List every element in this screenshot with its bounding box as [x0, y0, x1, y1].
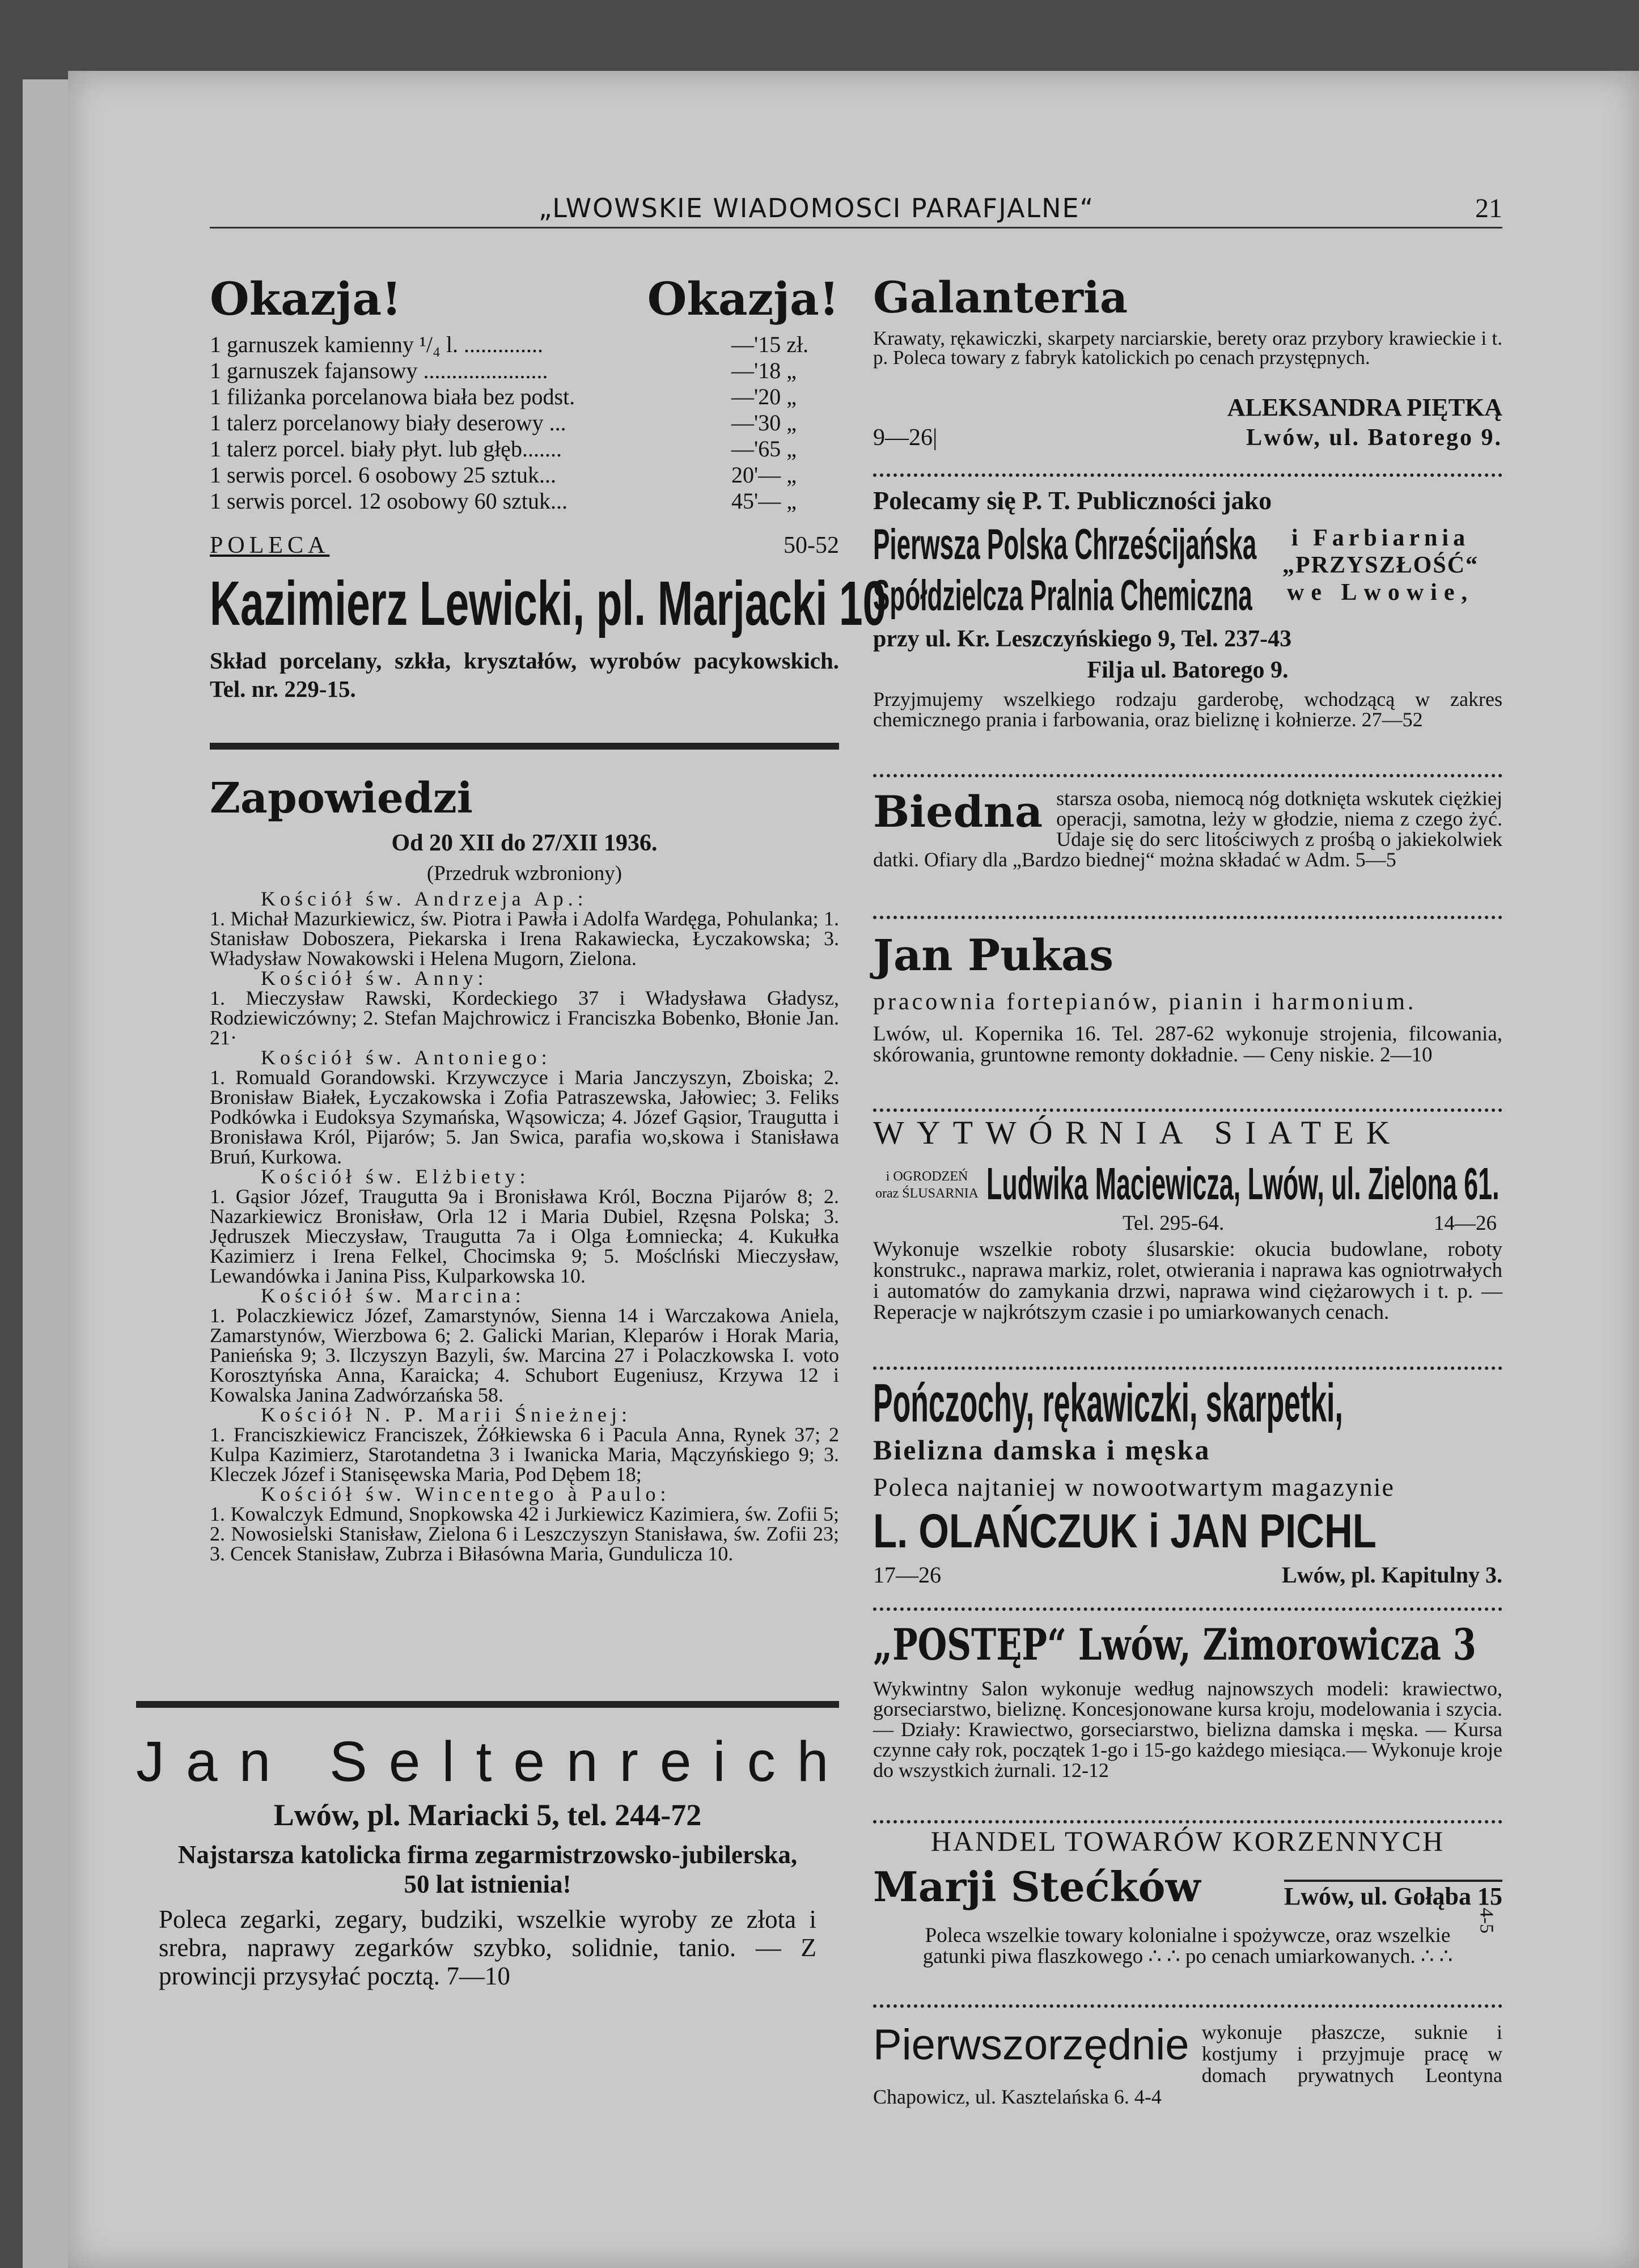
- okazja-poleca-row: [210, 533, 839, 558]
- steckow-name-row: [873, 1863, 1502, 1911]
- przyszlosc-name-2: Spółdzielcza Pralnia Chemiczna: [873, 572, 1252, 620]
- pukas-sub: pracownia fortepianów, pianin i harmonium.: [873, 989, 1417, 1015]
- siatek-text: Wykonuje wszelkie roboty ślusarskie: okucia budowlane, roboty konstrukc., naprawa markiz, rolet, otwierania i naprawa kas ogniotrwałych i automatów do zamykania drzwi, naprawa wind ciężarowych i t. p. — Reperacje w najkrótszym czasie i po umiarkowanych cenach.: [873, 1238, 1502, 1324]
- section-rule: [136, 1701, 839, 1708]
- price-row: 1 serwis porcel. 12 osobowy 60 sztuk... 45'— „: [210, 488, 797, 514]
- galanteria-title: Galanteria: [873, 272, 1128, 323]
- banns-text: 1. Michał Mazurkiewicz, św. Piotra i Pawła i Adolfa Wardęga, Pohulanka; 1. Stanisław Doboszera, Piekarska i Irena Rakawiecka, Łyczakowska; 3. Władysław Nowakowski i Helena Mugorn, Zielona.: [210, 907, 839, 970]
- siatek-name: Ludwika Maciewicza, Lwów, ul. Zielona 61.: [986, 1158, 1500, 1209]
- okazja-title-right: Okazja!: [647, 272, 839, 325]
- dotted-rule: [873, 2004, 1502, 2011]
- ad-code: 5—5: [1355, 848, 1396, 871]
- banns-text: 1. Romuald Gorandowski. Krzywczyce i Maria Janczyszyn, Zboiska; 2. Bronisław Białek, Łyczakowska i Zofia Patraszewska, Jałowiec; 3. Feliks Podkówka i Eudoksya Szymańska, Wąsowicza; 4. Józef Gąsior, Traugutta i Bronisława Król, Pijarów; 5. Jan Swica, parafia wo,skowa i Stanisława Bruń, Kurkowa.: [210, 1066, 839, 1168]
- seltenreich-slogan: Najstarsza katolicka firma zegarmistrzowsko-jubilerska, 50 lat istnienia!: [177, 1840, 798, 1898]
- parish-name: Kościół św. Wincentego à Paulo:: [261, 1483, 671, 1505]
- dotted-rule: [873, 473, 1502, 480]
- ponczochy-title: Pończochy, rękawiczki, skarpetki,: [873, 1373, 1343, 1433]
- ad-code: 2—10: [1380, 1043, 1433, 1067]
- section-rule: [210, 743, 839, 750]
- ad-code: 17—26: [873, 1562, 941, 1588]
- galanteria-address-row: [873, 425, 1502, 451]
- seltenreich-address: Lwów, pl. Mariacki 5, tel. 244-72: [273, 1798, 702, 1832]
- ad-code: 9—26|: [873, 425, 938, 451]
- siatek-tel: Tel. 295-64.: [1123, 1212, 1225, 1235]
- price-row: 1 filiżanka porcelanowa biała bez podst. —'20 „: [210, 384, 797, 409]
- parish-name: Kościół św. Anny:: [261, 967, 488, 989]
- merchant-desc: Skład porcelany, szkła, kryształów, wyrobów pacykowskich. Tel. nr. 229-15.: [210, 648, 839, 702]
- pukas-title: Jan Pukas: [873, 930, 1114, 980]
- price-row: 1 serwis porcel. 6 osobowy 25 sztuk... 20'— „: [210, 462, 797, 488]
- page-number: 21: [1475, 193, 1502, 223]
- banns-text: 1. Kowalczyk Edmund, Snopkowska 42 i Jurkiewicz Kazimiera, św. Zofii 5; 2. Nowosielski Stanisław, Zielona 6 i Leszczyszyn Stanisława, św. Zofii 23; 3. Cencek Stanisław, Zubrza i Biłasówna Maria, Gundulicza 10.: [210, 1503, 839, 1565]
- previous-page-edge: [23, 79, 68, 2268]
- price-row: 1 talerz porcelanowy biały deserowy ... —'30 „: [210, 410, 797, 435]
- price-row: 1 garnuszek fajansowy ...................... —'18 „: [210, 358, 797, 383]
- pukas-text: Lwów, ul. Kopernika 16. Tel. 287-62 wykonuje strojenia, filcowania, skórowania, gruntowne remonty dokładnie. — Ceny niskie. 2—10: [873, 1022, 1502, 1067]
- header-title: „LWOWSKIE WIADOMOSCI PARAFJALNE“: [539, 193, 1095, 223]
- steckow-name: Marji Stećków: [873, 1863, 1201, 1911]
- steckow-address: Lwów, ul. Gołąba 15: [1284, 1880, 1502, 1911]
- parish-name: Kościół św. Elżbiety:: [261, 1165, 530, 1188]
- price-row: 1 talerz porcel. biały płyt. lub głęb....... —'65 „: [210, 436, 797, 462]
- zapowiedzi-title: Zapowiedzi: [210, 774, 473, 823]
- parish-name: Kościół św. Antoniego:: [261, 1046, 552, 1069]
- ponczochy-address: Lwów, pl. Kapitulny 3.: [1281, 1562, 1502, 1588]
- ad-code: 14—26: [1434, 1212, 1497, 1235]
- dotted-rule: [873, 916, 1502, 923]
- biedna-title: Biedna: [873, 786, 1043, 837]
- przyszlosc-side-1: i Farbiarnia: [1291, 525, 1470, 551]
- ad-code: 4-4: [1134, 2085, 1162, 2108]
- przyszlosc-side-3: we Lwowie,: [1287, 579, 1474, 606]
- ponczochy-address-row: [873, 1562, 1502, 1588]
- merchant-name: Kazimierz Lewicki, pl. Marjacki 10: [210, 569, 887, 638]
- pierwszorzedne-ad: [873, 2021, 1502, 2108]
- banns-text: 1. Polaczkiewicz Józef, Zamarstynów, Sienna 14 i Warczakowa Aniela, Zamarstynów, Wierzbowa 6; 2. Galicki Marian, Kleparów i Horak Maria, Panieńska 9; 3. Ilczyszyn Bazyli, św. Marcina 27 i Polaczkowska I. voto Korosztyńska Anna, Karaicka; 4. Schubort Eugeniusz, Krzywa 12 i Kowalska Janina Zadwórzańska 58.: [210, 1304, 839, 1406]
- siatek-title: WYTWÓRNIA SIATEK: [873, 1114, 1403, 1151]
- postep-title: „POSTĘP“ Lwów, Zimorowicza 3: [873, 1619, 1476, 1670]
- ponczochy-sub: Bielizna damska i męska: [873, 1434, 1211, 1466]
- price-row: 1 garnuszek kamienny ¹/₄ l. .............. —'15 zł.: [210, 332, 809, 357]
- przyszlosc-address: przy ul. Kr. Leszczyńskiego 9, Tel. 237-43: [873, 626, 1292, 652]
- przyszlosc-side: [1259, 524, 1502, 606]
- siatek-side-2: oraz ŚLUSARNIA: [875, 1186, 979, 1201]
- zapowiedzi-dates: Od 20 XII do 27/XII 1936.: [391, 830, 658, 856]
- siatek-side-1: i OGRODZEŃ: [886, 1169, 968, 1184]
- siatek-tel-row: [873, 1211, 1502, 1236]
- biedna-text: starsza osoba, niemocą nóg dotknięta wskutek ciężkiej operacji, samotna, leży w głodzie, niema z czego żyć. Udaje się do serc litościwych z prośbą o jakiekolwiek datki. Ofiary dla „Bardzo biednej“ można składać w Adm. 5—5: [873, 787, 1502, 871]
- galanteria-address: Lwów, ul. Batorego 9.: [1246, 425, 1502, 451]
- seltenreich-text: Poleca zegarki, zegary, budziki, wszelkie wyroby ze złota i srebra, naprawy zegarków szybko, solidnie, tanio. — Z prowincji przysyłać pocztą. 7—10: [159, 1905, 816, 1990]
- biedna-ad: [873, 788, 1502, 870]
- ponczochy-firm: L. OLAŃCZUK i JAN PICHL: [873, 1504, 1377, 1558]
- banns-text: 1. Gąsior Józef, Traugutta 9a i Bronisława Król, Boczna Pijarów 8; 2. Nazarkiewicz Bronisław, Orla 12 i Maria Dubiel, Rzęsna Polska; 3. Jędruszek Mieczysław, Traugutta 7a i Olga Łomniecka; 4. Kukułka Kazimierz i Irena Felkel, Chocimska 9; 5. Mośclński Mieczysław, Lewandówka i Janina Piss, Kulparkowska 10.: [210, 1185, 839, 1287]
- pierwszorzedne-text: wykonuje płaszcze, suknie i kostjumy i przyjmuje pracę w domach prywatnych Leontyna Chapowicz, ul. Kasztelańska 6. 4-4: [873, 2021, 1502, 2108]
- banns-text: 1. Mieczysław Rawski, Kordeckiego 37 i Władysława Gładysz, Rodziewiczówny; 2. Stefan Majchrowicz i Franciszka Bobenko, Błonie Jan. 21·: [210, 987, 839, 1049]
- parish-name: Kościół św. Marcina:: [261, 1284, 526, 1307]
- siatek-side: [873, 1168, 981, 1202]
- okazja-price-list: [210, 332, 839, 514]
- parish-name: Kościół N. P. Marii Śnieżnej:: [261, 1403, 632, 1426]
- przyszlosc-filia: Filja ul. Batorego 9.: [1087, 657, 1289, 683]
- ad-code: 50-52: [783, 532, 839, 558]
- postep-text: Wykwintny Salon wykonuje według najnowszych modeli: krawiectwo, gorseciarstwo, bieliznę. Koncesjonowane kursa kroju, modelowania i szycia. — Działy: Krawiectwo, gorseciarstwo, bielizna damska i męska. — Kursa czynne cały rok, początek 1-go i 15-go każdego miesiąca.— Wykonuje kroje do wszystkich żurnali. 12-12: [873, 1677, 1502, 1782]
- ponczochy-text: Poleca najtaniej w nowootwartym magazynie: [873, 1472, 1395, 1501]
- parish-name: Kościół św. Andrzeja Ap.:: [261, 887, 588, 910]
- banns-text: 1. Franciszkiewicz Franciszek, Żółkiewska 6 i Paculа Anna, Rynek 37; 2 Kulpa Kazimierz, Starotandetna 3 i Iwanicka Maria, Mączyńskiego 9; 3. Kleczek Józef i Stanisęewska Maria, Pod Dębem 18;: [210, 1423, 839, 1486]
- seltenreich-name: Jan Seltenreich: [136, 1730, 850, 1793]
- przyszlosc-text: Przyjmujemy wszelkiego rodzaju garderobę, wchodzącą w zakres chemicznego prania i farbowania, oraz bieliznę i kołnierze. 27—52: [873, 688, 1502, 731]
- ad-code: 4-5: [1476, 1907, 1497, 1933]
- galanteria-text: Krawaty, rękawiczki, skarpety narciarskie, berety oraz przybory krawieckie i t. p. Poleca towary z fabryk katolickich po cenach przystępnych.: [873, 327, 1502, 369]
- przyszlosc-name-1: Pierwsza Polska Chrześcijańska: [873, 521, 1257, 569]
- ad-code: 27—52: [1361, 708, 1423, 731]
- steckow-text: Poleca wszelkie towary kolonialne i spożywcze, oraz wszelkie gatunki piwa flaszkowego ∴ ∴ po cenach umiarkowanych. ∴ ∴: [922, 1924, 1453, 1968]
- galanteria-owner: ALEKSANDRA PIĘTKĄ: [1227, 393, 1502, 421]
- steckow-head: HANDEL TOWARÓW KORZENNYCH: [930, 1825, 1445, 1857]
- ad-code: 12-12: [1061, 1759, 1109, 1782]
- okazja-heading: [210, 272, 839, 325]
- poleca-label: POLECA: [210, 532, 330, 558]
- okazja-title-left: Okazja!: [210, 272, 402, 325]
- dotted-rule: [873, 1607, 1502, 1614]
- przyszlosc-side-2: „PRZYSZŁOŚĆ“: [1282, 552, 1479, 578]
- pierwszorzedne-title: Pierwszorzędnie: [873, 2021, 1189, 2069]
- ad-code: 7—10: [446, 1962, 510, 1990]
- banns-list: [210, 889, 839, 1564]
- running-header: [210, 193, 1502, 229]
- zapowiedzi-note: (Przedruk wzbroniony): [426, 862, 622, 885]
- dotted-rule: [873, 774, 1502, 781]
- przyszlosc-intro: Polecamy się P. T. Publiczności jako: [873, 486, 1272, 515]
